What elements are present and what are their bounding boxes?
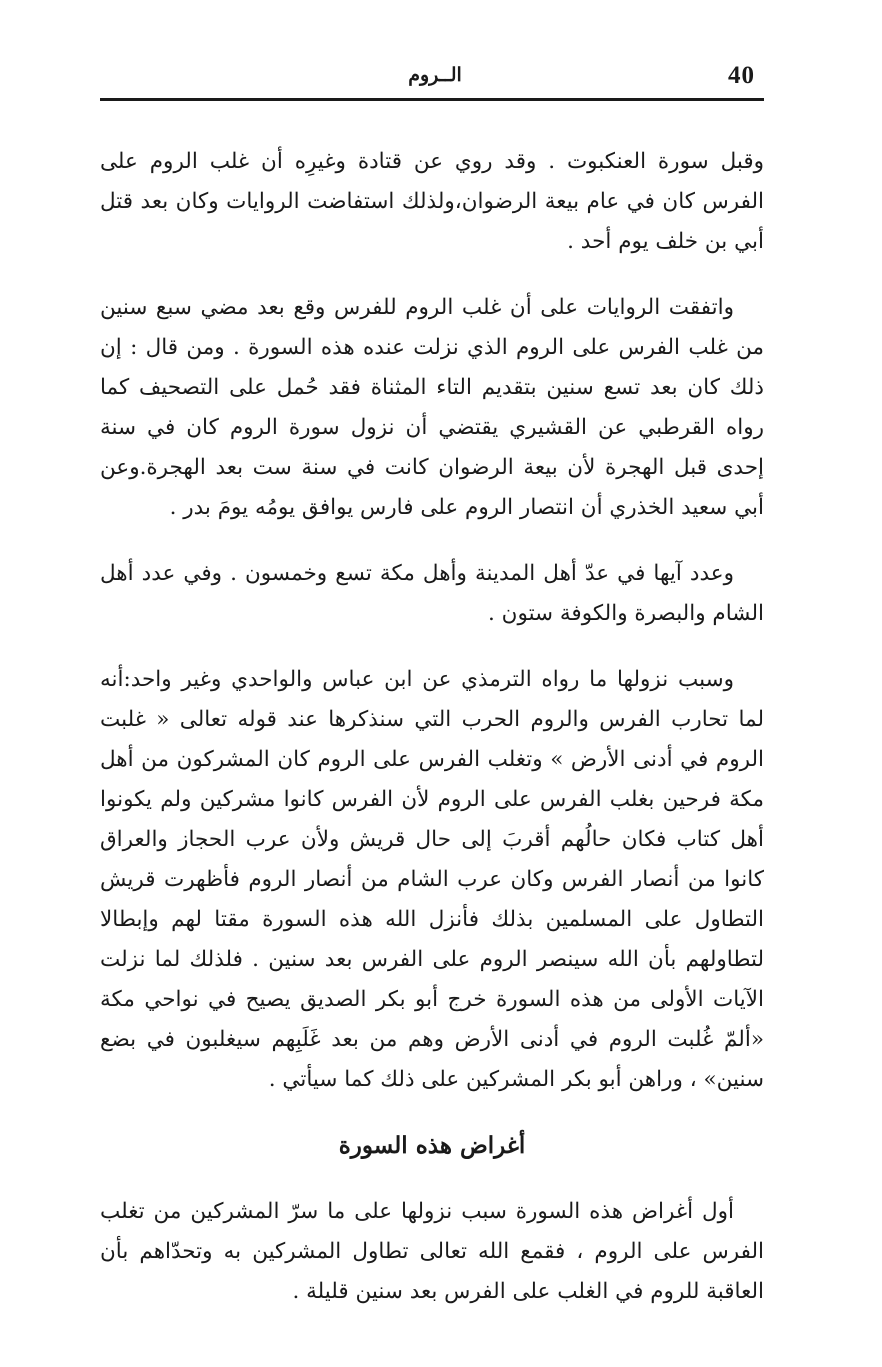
running-title: الــروم: [408, 64, 462, 86]
section-heading: أغراض هذه السورة: [338, 1132, 526, 1159]
page-body: [100, 142, 764, 1338]
paragraph-1: وقبل سورة العنكبوت . وقد روي عن قتادة وغيرِه أن غلب الروم على الفرس كان في عام بيعة الرضوان،ولذلك استفاضت الروايات وكان بعد قتل أبي بن خلف يوم أحد .: [100, 149, 764, 254]
header-divider: [100, 98, 764, 101]
paragraph-5: أول أغراض هذه السورة سبب نزولها على ما سرّ المشركين من تغلب الفرس على الروم ، فقمع الله تعالى تطاول المشركين به وتحدّاهم بأن العاقبة للروم في الغلب على الفرس بعد سنين قليلة .: [100, 1199, 764, 1304]
page-number: 40: [728, 62, 755, 89]
paragraph-2: واتفقت الروايات على أن غلب الروم للفرس وقع بعد مضي سبع سنين من غلب الفرس على الروم الذي نزلت عنده هذه السورة . ومن قال : إن ذلك كان بعد تسع سنين بتقديم التاء المثناة فقد حُمل على التصحيف كما رواه القرطبي عن القشيري يقتضي أن نزول سورة الروم كان في سنة إحدى قبل الهجرة لأن بيعة الرضوان كانت في سنة ست بعد الهجرة.وعن أبي سعيد الخذري أن انتصار الروم على فارس يوافق يومُه يومَ بدر .: [100, 295, 764, 520]
page-header: [100, 58, 764, 98]
paragraph-3: وعدد آيها في عدّ أهل المدينة وأهل مكة تسع وخمسون . وفي عدد أهل الشام والبصرة والكوفة ستون .: [100, 561, 764, 626]
paragraph-4: وسبب نزولها ما رواه الترمذي عن ابن عباس والواحدي وغير واحد:أنه لما تحارب الفرس والروم الحرب التي سنذكرها عند قوله تعالى « غلبت الروم في أدنى الأرض » وتغلب الفرس على الروم كان المشركون من أهل مكة فرحين بغلب الفرس على الروم لأن الفرس كانوا مشركين ولم يكونوا أهل كتاب فكان حالُهم أقربَ إلى حال قريش ولأن عرب الحجاز والعراق كانوا من أنصار الفرس وكان عرب الشام من أنصار الروم فأظهرت قريش التطاول على المسلمين بذلك فأنزل الله هذه السورة مقتا لهم وإبطالا لتطاولهم بأن الله سينصر الروم على الفرس بعد سنين . فلذلك لما نزلت الآيات الأولى من هذه السورة خرج أبو بكر الصديق يصيح في نواحي مكة «ألمّ غُلبت الروم في أدنى الأرض وهم من بعد غَلَبِهم سيغلبون في بضع سنين» ، وراهن أبو بكر المشركين على ذلك كما سيأتي .: [100, 667, 764, 1092]
